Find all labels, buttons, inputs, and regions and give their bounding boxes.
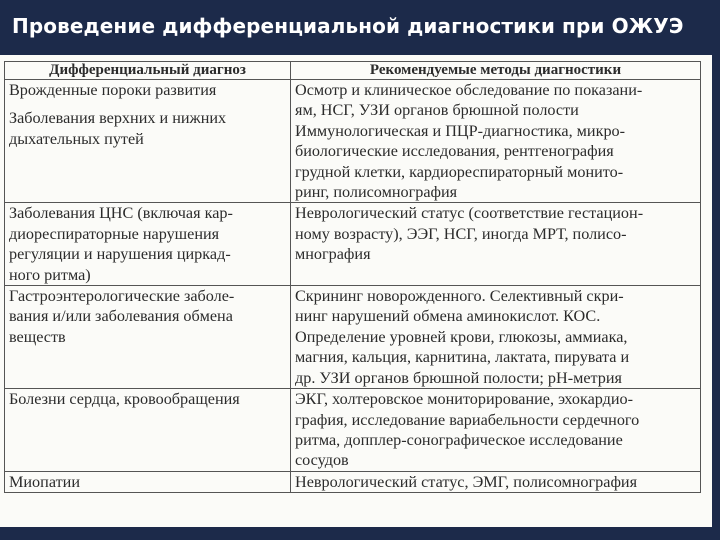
cell-line: нинг нарушений обмена аминокислот. КОС.: [295, 307, 601, 326]
cell-line: Иммунологическая и ПЦР-диагностика, микро-: [295, 121, 626, 140]
diagnosis-table: [4, 61, 701, 493]
table-row: [5, 471, 701, 492]
header-methods: Рекомендуемые методы диагностики: [291, 62, 701, 80]
cell-line: ринг, полисомнография: [295, 183, 458, 202]
cell-line: Определение уровней крови, глюкозы, аммиака,: [295, 327, 628, 346]
methods-cell: [291, 203, 701, 286]
diagnosis-cell: [5, 286, 291, 389]
diagnosis-cell: [5, 389, 291, 472]
table-row: [5, 389, 701, 472]
cell-line: веществ: [9, 327, 66, 346]
slide-title: Проведение дифференциальной диагностики при ОЖУЭ: [12, 14, 684, 38]
cell-line: ям, НСГ, УЗИ органов брюшной полости: [295, 101, 579, 120]
cell-line: биологические исследования, рентгенография: [295, 142, 614, 161]
cell-line: ритма, допплер-сонографическое исследование: [295, 430, 623, 449]
cell-line: др. УЗИ органов брюшной полости; рН-метрия: [295, 368, 622, 387]
diagnosis-cell: [5, 80, 291, 203]
table-row: [5, 80, 701, 203]
cell-line: диореспираторные нарушения: [9, 224, 220, 243]
cell-line: грудной клетки, кардиореспираторный монито-: [295, 162, 624, 181]
cell-line: Заболевания ЦНС (включая кар-: [9, 204, 233, 223]
cell-line: дыхательных путей: [9, 129, 144, 148]
methods-cell: [291, 80, 701, 203]
methods-cell: [291, 389, 701, 472]
document-sheet: [0, 55, 712, 527]
cell-line: Заболевания верхних и нижних: [9, 109, 227, 128]
table-row: [5, 203, 701, 286]
cell-line: Неврологический статус (соответствие гестацион-: [295, 204, 644, 223]
cell-line: Скрининг новорожденного. Селективный скри-: [295, 287, 624, 306]
cell-line: вания и/или заболевания обмена: [9, 307, 233, 326]
cell-line: Гастроэнтерологические заболе-: [9, 287, 235, 306]
cell-line: ного ритма): [9, 265, 91, 284]
cell-line: магния, кальция, карнитина, лактата, пирувата и: [295, 348, 630, 367]
cell-line: регуляции и нарушения циркад-: [9, 245, 231, 264]
cell-line: Осмотр и клиническое обследование по показани-: [295, 81, 643, 99]
table-header-row: [5, 62, 701, 80]
methods-cell: [291, 286, 701, 389]
cell-line: Неврологический статус, ЭМГ, полисомнография: [295, 472, 638, 491]
cell-line: сосудов: [295, 451, 349, 470]
cell-line: ЭКГ, холтеровское мониторирование, эхокардио-: [295, 390, 634, 409]
cell-gap: [9, 100, 284, 108]
cell-line: Врожденные пороки развития: [9, 81, 217, 99]
header-diagnosis: Дифференциальный диагноз: [5, 62, 291, 80]
cell-line: мнография: [295, 245, 371, 264]
diagnosis-cell: [5, 471, 291, 492]
cell-line: графия, исследование вариабельности сердечного: [295, 410, 640, 429]
cell-line: ному возрасту), ЭЭГ, НСГ, иногда МРТ, полисо-: [295, 224, 627, 243]
cell-line: Болезни сердца, кровообращения: [9, 390, 240, 409]
cell-line: Миопатии: [9, 472, 80, 491]
diagnosis-cell: [5, 203, 291, 286]
table-row: [5, 286, 701, 389]
methods-cell: [291, 471, 701, 492]
